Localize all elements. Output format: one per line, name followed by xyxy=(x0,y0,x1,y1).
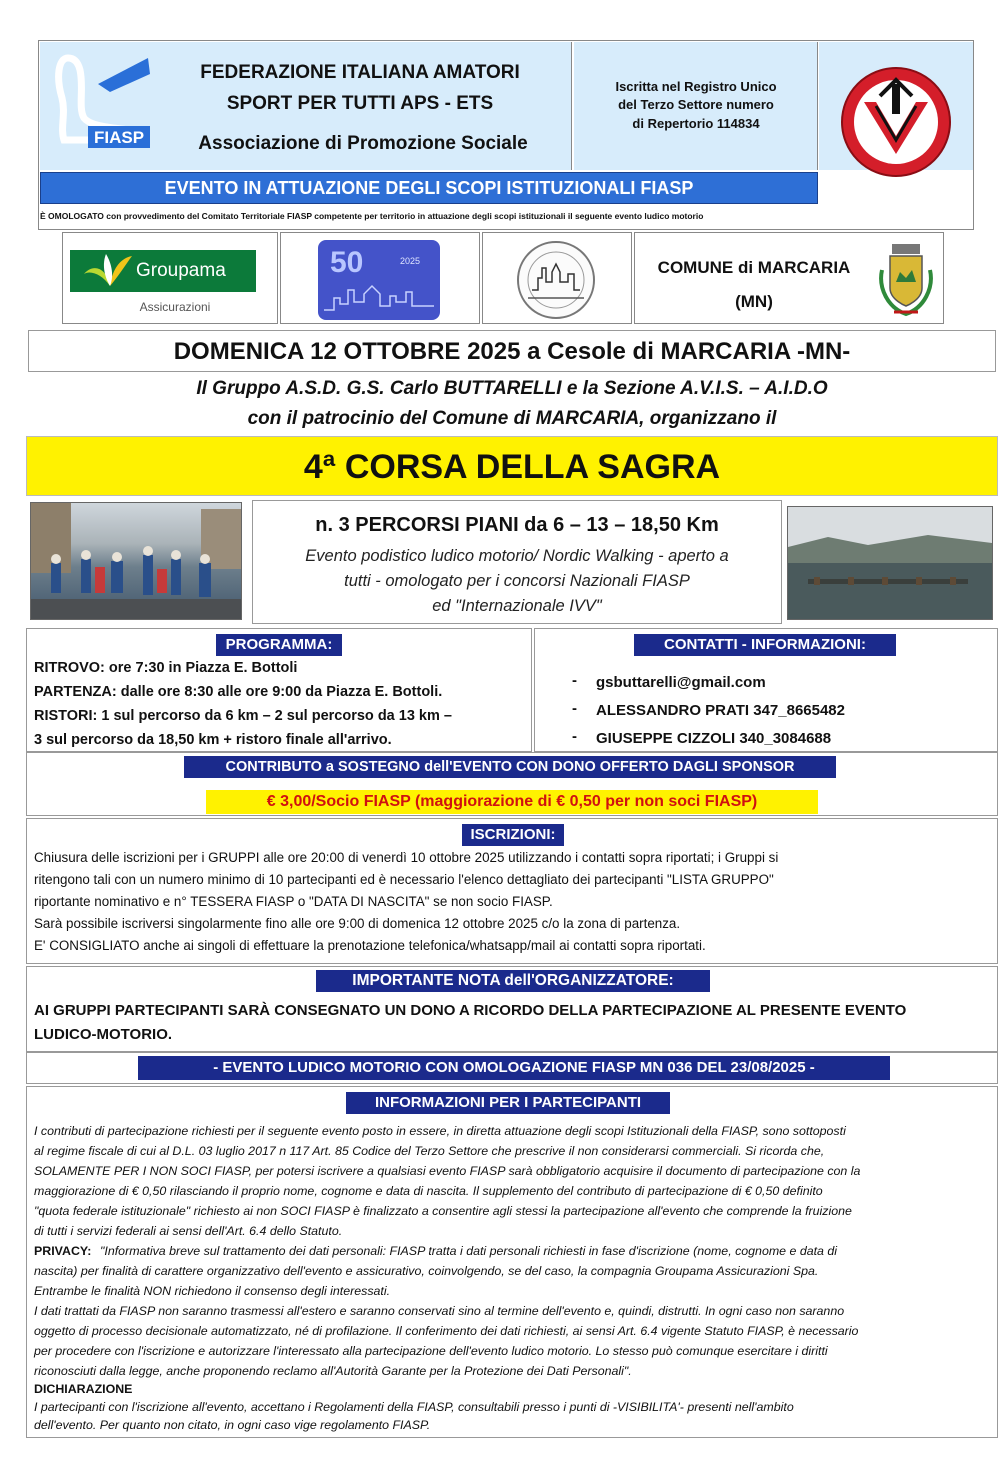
programma-ristori-1: RISTORI: 1 sul percorso da 6 km – 2 sul percorso da 13 km – xyxy=(34,708,452,724)
groupama-subtitle: Assicurazioni xyxy=(139,300,211,314)
privacy-line-6: per procedere con l'iscrizione e autorizzare l'interessato alla partecipazione dell'evento ludico motorio. Lo stesso può comunque esercitare i diritti xyxy=(34,1344,828,1358)
federation-line-1: FEDERAZIONE ITALIANA AMATORI xyxy=(200,62,520,83)
runners-photo xyxy=(30,502,242,620)
federation-line-3: Associazione di Promozione Sociale xyxy=(198,133,528,154)
info-line-1: I contributi di partecipazione richiesti per il seguente evento posto in essere, in diretta attuazione degli scopi Istituzionali della FIASP, sono sottoposti xyxy=(34,1124,846,1138)
percorsi-line: n. 3 PERCORSI PIANI da 6 – 13 – 18,50 Km xyxy=(315,514,719,536)
info-line-2: al regime fiscale di cui al D.L. 03 luglio 2017 n 117 Art. 85 Codice del Terzo Settore che prescrive il non considerarsi commerciali. Si ricorda che, xyxy=(34,1144,825,1158)
privacy-line-1: "Informativa breve sul trattamento dei dati personali: FIASP tratta i dati personali richiesti in fase d'iscrizione (nome, cognome e data di xyxy=(100,1244,838,1258)
info-line-5: "quota federale istituzionale" richiesto ai non SOCI FIASP è finalizzato a consentire agli stessi la partecipazione all'evento che comprende la fruizione xyxy=(34,1204,852,1218)
informazioni-box xyxy=(26,1086,998,1438)
registry-line-2: del Terzo Settore numero xyxy=(618,97,774,112)
ivv-emblem-icon xyxy=(840,66,952,178)
info-line-3: SOLAMENTE PER I NON SOCI FIASP, per potersi iscrivere a qualsiasi evento FIASP sarà obbligatorio acquisire il documento di partecipazione con la xyxy=(34,1164,861,1178)
informazioni-label: INFORMAZIONI PER I PARTECIPANTI xyxy=(346,1092,670,1114)
description-line-2: tutti - omologato per i concorsi Nazionali FIASP xyxy=(344,572,690,590)
privacy-line-2: nascita) per finalità di carattere organizzativo dell'evento e assicurativo, coinvolgendo, se del caso, la compagnia Groupama Assicurazioni Spa. xyxy=(34,1264,819,1278)
organizer-line-1: Il Gruppo A.S.D. G.S. Carlo BUTTARELLI e la Sezione A.V.I.S. – A.I.D.O xyxy=(196,378,828,399)
iscrizioni-line-4: Sarà possibile iscriversi singolarmente fino alle ore 9:00 di domenica 12 ottobre 2025 c/o la zona di partenza. xyxy=(34,916,681,931)
organizer-line-2: con il patrocinio del Comune di MARCARIA, organizzano il xyxy=(247,408,777,429)
river-illustration-icon xyxy=(788,507,992,619)
omologation-note: È OMOLOGATO con provvedimento del Comitato Territoriale FIASP competente per territorio in attuazione degli scopi istituzionali il seguente evento ludico motorio xyxy=(40,211,704,221)
contatti-bullet-1: - xyxy=(572,672,577,689)
contatti-label: CONTATTI - INFORMAZIONI: xyxy=(634,634,896,656)
fiasp-logo-icon xyxy=(50,48,158,160)
runners-illustration-icon xyxy=(31,503,241,619)
anniversary-50-logo xyxy=(318,240,440,320)
privacy-line-7: riconosciuti dalla legge, anche proponendo reclamo all'Autorità Garante per la Protezione dei Dati Personali". xyxy=(34,1364,632,1378)
contatti-prati: ALESSANDRO PRATI 347_8665482 xyxy=(596,702,845,719)
iscrizioni-line-1: Chiusura delle iscrizioni per i GRUPPI alle ore 20:00 di venerdì 10 ottobre 2025 utilizzando i contatti sopra riportati; i Gruppi si xyxy=(34,850,779,865)
comune-coat-of-arms-icon xyxy=(876,242,936,318)
contatti-email[interactable]: gsbuttarelli@gmail.com xyxy=(596,674,766,691)
contatti-cizzoli: GIUSEPPE CIZZOLI 340_3084688 xyxy=(596,730,832,747)
logo50-number: 50 xyxy=(330,246,364,279)
privacy-line-4: I dati trattati da FIASP non saranno trasmessi all'estero e saranno conservati sino al termine dell'evento e, quindi, distrutti. In ogni caso non saranno xyxy=(34,1304,845,1318)
contatti-bullet-2: - xyxy=(572,700,577,717)
iscrizioni-label: ISCRIZIONI: xyxy=(462,824,564,846)
logo50-year: 2025 xyxy=(400,256,421,266)
comune-line-2: (MN) xyxy=(735,292,773,311)
town-seal-icon xyxy=(510,238,602,322)
programma-partenza: PARTENZA: dalle ore 8:30 alle ore 9:00 da Piazza E. Bottoli. xyxy=(34,684,443,700)
iscrizioni-line-2: ritengono tali con un numero minimo di 10 partecipanti ed è necessario l'elenco dettagliato dei partecipanti "LISTA GRUPPO" xyxy=(34,872,774,887)
nota-line-1: AI GRUPPI PARTECIPANTI SARÀ CONSEGNATO UN DONO A RICORDO DELLA PARTECIPAZIONE AL PRESENTE EVENTO xyxy=(34,1002,907,1019)
registry-line-3: di Repertorio 114834 xyxy=(632,116,760,131)
event-purpose-bar: EVENTO IN ATTUAZIONE DEGLI SCOPI ISTITUZIONALI FIASP xyxy=(40,172,818,204)
comune-line-1: COMUNE di MARCARIA xyxy=(657,258,851,277)
description-line-1: Evento podistico ludico motorio/ Nordic Walking - aperto a xyxy=(305,547,729,565)
event-date: DOMENICA 12 OTTOBRE 2025 a Cesole di MARCARIA -MN- xyxy=(28,330,996,372)
privacy-line-3: Entrambe le finalità NON richiedono il consenso degli interessati. xyxy=(34,1284,391,1298)
event-title: 4ª CORSA DELLA SAGRA xyxy=(26,436,998,496)
programma-ritrovo: RITROVO: ore 7:30 in Piazza E. Bottoli xyxy=(34,660,298,676)
omologazione-label: - EVENTO LUDICO MOTORIO CON OMOLOGAZIONE FIASP MN 036 DEL 23/08/2025 - xyxy=(138,1056,890,1080)
groupama-leaf-icon xyxy=(82,252,138,290)
registry-line-1: Iscritta nel Registro Unico xyxy=(615,79,777,94)
skyline-icon xyxy=(324,280,434,314)
groupama-logo: Groupama xyxy=(70,250,256,292)
info-line-6: di tutti i servizi federali ai sensi dell'Art. 6.4 dello Statuto. xyxy=(34,1224,343,1238)
federation-line-2: SPORT PER TUTTI APS - ETS xyxy=(226,93,494,114)
river-photo xyxy=(787,506,993,620)
iscrizioni-line-3: riportante nominativo e n° TESSERA FIASP o "DATA DI NASCITA" se non socio FIASP. xyxy=(34,894,553,909)
privacy-line-5: oggetto di processo decisionale automatizzato, né di profilazione. Il conferimento dei dati richiesti, ai sensi Art. 6.4 vigente Statuto FIASP, è necessario xyxy=(34,1324,859,1338)
programma-label: PROGRAMMA: xyxy=(216,634,342,656)
fiasp-logo-text: FIASP xyxy=(93,128,145,147)
nota-line-2: LUDICO-MOTORIO. xyxy=(34,1026,173,1043)
iscrizioni-line-5: E' CONSIGLIATO anche ai singoli di effettuare la prenotazione telefonica/whatsapp/mail ai contatti sopra riportati. xyxy=(34,938,706,953)
privacy-label: PRIVACY: xyxy=(34,1244,92,1258)
dichiarazione-line-1: I partecipanti con l'iscrizione all'evento, accettano i Regolamenti della FIASP, consultabili presso i punti di -VISIBILITA'- presenti nell'ambito xyxy=(34,1400,794,1414)
programma-ristori-2: 3 sul percorso da 18,50 km + ristoro finale all'arrivo. xyxy=(34,732,392,748)
contributo-label: CONTRIBUTO a SOSTEGNO dell'EVENTO CON DONO OFFERTO DAGLI SPONSOR xyxy=(184,756,836,778)
nota-label: IMPORTANTE NOTA dell'ORGANIZZATORE: xyxy=(316,970,710,992)
description-line-3: ed "Internazionale IVV" xyxy=(432,597,602,615)
dichiarazione-label: DICHIARAZIONE xyxy=(34,1382,133,1396)
contributo-price: € 3,00/Socio FIASP (maggiorazione di € 0,50 per non soci FIASP) xyxy=(206,790,818,814)
info-line-4: maggiorazione di € 0,50 rilasciando il proprio nome, cognome e data di nascita. Il supplemento del contributo di partecipazione di € 0,50 definito xyxy=(34,1184,823,1198)
contatti-bullet-3: - xyxy=(572,728,577,745)
dichiarazione-line-2: dell'evento. Per quanto non citato, in ogni caso vige regolamento FIASP. xyxy=(34,1418,431,1432)
